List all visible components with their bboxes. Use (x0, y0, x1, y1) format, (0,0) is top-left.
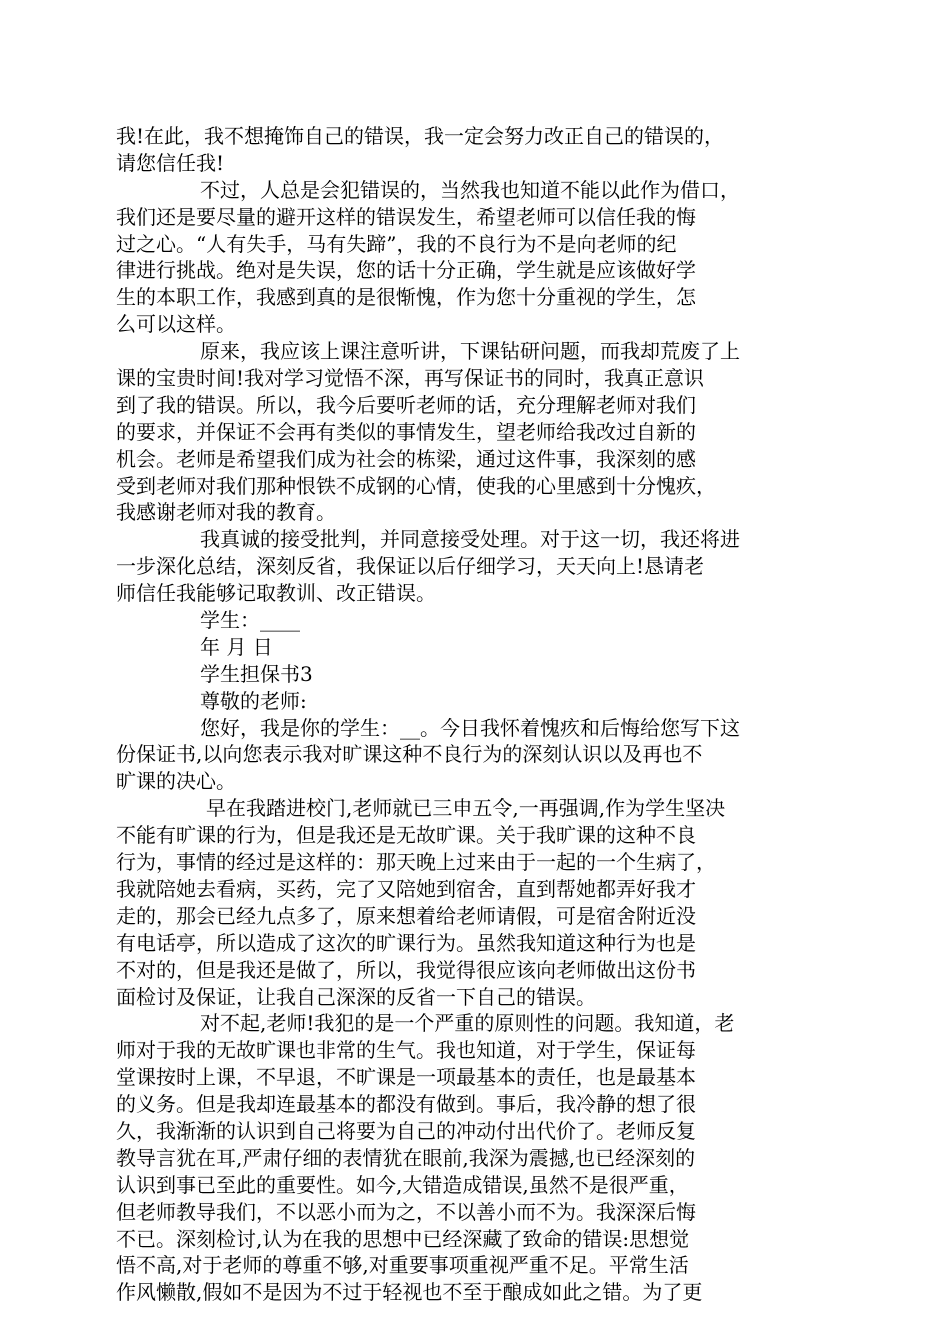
paragraph-start-line: 您好，我是你的学生：__。今日我怀着愧疚和后悔给您写下这 (200, 715, 740, 740)
text-line: 我!在此，我不想掩饰自己的错误，我一定会努力改正自己的错误的， (116, 124, 725, 148)
text-line: 教导言犹在耳,严肃仔细的表情犹在眼前,我深为震撼,也已经深刻的 (116, 1145, 696, 1170)
text-line: 么可以这样。 (116, 312, 236, 337)
text-line: 旷课的决心。 (116, 769, 236, 794)
text-line: 走的，那会已经九点多了，原来想着给老师请假，可是宿舍附近没 (116, 903, 696, 928)
text-line: 认识到事已至此的重要性。如今,大错造成错误,虽然不是很严重， (116, 1172, 689, 1197)
text-line: 生的本职工作，我感到真的是很惭愧，作为您十分重视的学生，怎 (116, 285, 696, 310)
section-title: 学生担保书3 (200, 661, 313, 686)
text-line: 机会。老师是希望我们成为社会的栋梁，通过这件事，我深刻的感 (116, 446, 696, 471)
text-line: 有电话亭，所以造成了这次的旷课行为。虽然我知道这种行为也是 (116, 930, 696, 955)
paragraph-start-line: 不过，人总是会犯错误的，当然我也知道不能以此作为借口， (200, 177, 740, 202)
text-line: 到了我的错误。所以，我今后要听老师的话，充分理解老师对我们 (116, 392, 696, 417)
text-line: 的义务。但是我却连最基本的都没有做到。事后，我冷静的想了很 (116, 1092, 696, 1117)
text-line: 我感谢老师对我的教育。 (116, 500, 336, 525)
student-signature-line: 学生：____ (200, 608, 300, 633)
paragraph-start-line: 原来，我应该上课注意听讲，下课钻研问题，而我却荒废了上 (200, 339, 740, 364)
text-line: 一步深化总结，深刻反省，我保证以后仔细学习，天天向上!恳请老 (116, 554, 705, 579)
text-line: 不已。深刻检讨,认为在我的思想中已经深藏了致命的错误:思想觉 (116, 1226, 690, 1251)
text-line: 悟不高,对于老师的尊重不够,对重要事项重视严重不足。平常生活 (116, 1253, 689, 1278)
text-line: 请您信任我! (116, 150, 225, 175)
text-line: 作风懒散,假如不是因为不过于轻视也不至于酿成如此之错。为了更 (116, 1280, 703, 1305)
salutation: 尊敬的老师: (200, 688, 307, 713)
paragraph-start-line: 对不起,老师!我犯的是一个严重的原则性的问题。我知道，老 (200, 1011, 735, 1036)
text-line: 师对于我的无故旷课也非常的生气。我也知道，对于学生，保证每 (116, 1038, 696, 1063)
text-line: 受到老师对我们那种恨铁不成钢的心情，使我的心里感到十分愧疚， (116, 473, 716, 498)
text-line: 我们还是要尽量的避开这样的错误发生，希望老师可以信任我的悔 (116, 204, 696, 229)
document-body (116, 123, 836, 1306)
text-line: 不对的，但是我还是做了，所以，我觉得很应该向老师做出这份书 (116, 957, 696, 982)
paragraph-start-line: 早在我踏进校门,老师就已三申五令,一再强调,作为学生坚决 (206, 796, 726, 821)
date-line: 年 月 日 (200, 634, 273, 659)
text-line: 行为，事情的经过是这样的：那天晚上过来由于一起的一个生病了， (116, 850, 716, 875)
text-line: 课的宝贵时间!我对学习觉悟不深，再写保证书的同时，我真正意识 (116, 366, 705, 391)
text-line: 堂课按时上课，不早退，不旷课是一项最基本的责任，也是最基本 (116, 1065, 696, 1090)
text-line: 久，我渐渐的认识到自己将要为自己的冲动付出代价了。老师反复 (116, 1118, 696, 1143)
text-line: 的要求，并保证不会再有类似的事情发生，望老师给我改过自新的 (116, 419, 696, 444)
text-line: 律进行挑战。绝对是失误，您的话十分正确，学生就是应该做好学 (116, 258, 696, 283)
text-line: 我就陪她去看病，买药，完了又陪她到宿舍，直到帮她都弄好我才 (116, 876, 696, 901)
text-line: 师信任我能够记取教训、改正错误。 (116, 581, 436, 606)
text-line: 不能有旷课的行为，但是我还是无故旷课。关于我旷课的这种不良 (116, 823, 696, 848)
text-line: 面检讨及保证，让我自己深深的反省一下自己的错误。 (116, 984, 596, 1009)
text-line: 份保证书,以向您表示我对旷课这种不良行为的深刻认识以及再也不 (116, 742, 703, 767)
text-line: 但老师教导我们，不以恶小而为之，不以善小而不为。我深深后悔 (116, 1199, 696, 1224)
paragraph-start-line: 我真诚的接受批判，并同意接受处理。对于这一切，我还将进 (200, 527, 740, 552)
text-line: 过之心。“人有失手，马有失蹄”，我的不良行为不是向老师的纪 (116, 231, 677, 256)
